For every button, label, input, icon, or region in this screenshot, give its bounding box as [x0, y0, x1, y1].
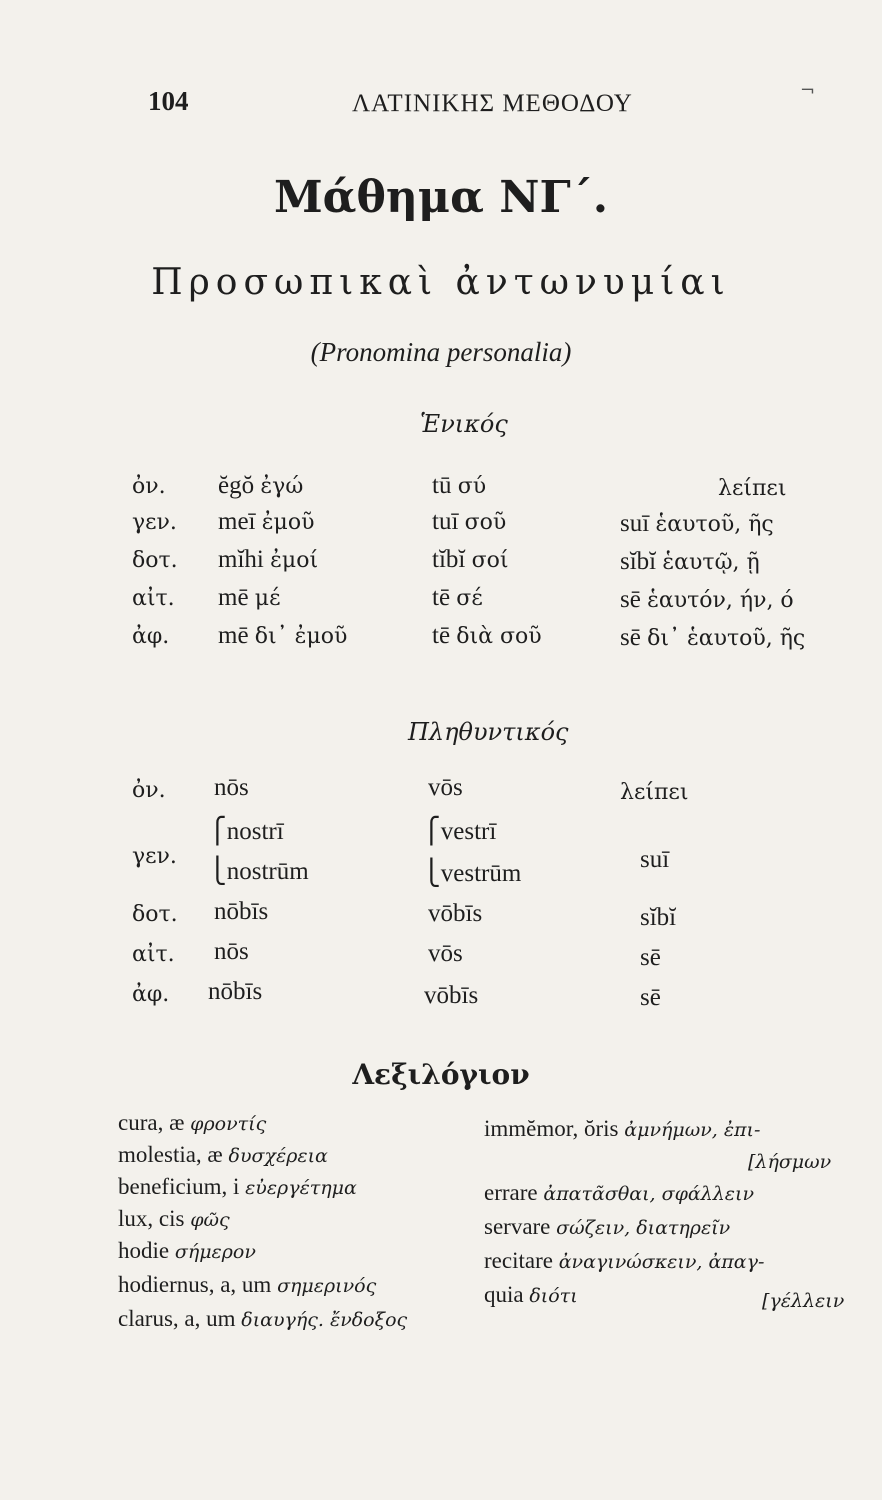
list-item: errare ἀπατᾶσθαι, σφάλλειν [484, 1180, 755, 1205]
list-item: cura, æ φροντίς [118, 1110, 267, 1135]
case-label: αἰτ. [132, 586, 175, 611]
plural-heading: Πληθυντικός [408, 718, 569, 746]
list-item: quia διότι [484, 1282, 578, 1307]
table-row [132, 622, 169, 650]
table-row [132, 842, 177, 870]
third-person-form: λείπει [620, 780, 689, 805]
list-item: molestia, æ δυσχέρεια [118, 1142, 328, 1167]
first-person-form: mĭhi ἐμοί [218, 546, 319, 573]
second-person-form: ⎧vestrī [422, 818, 497, 845]
case-label: δοτ. [132, 548, 178, 573]
second-person-form: vōs [428, 774, 463, 801]
case-label: ὀν. [132, 778, 166, 803]
latin-subtitle: (Pronomina personalia) [310, 337, 572, 367]
case-label: ἀφ. [132, 982, 170, 1007]
third-person-form: sē ἑαυτόν, ήν, ό [620, 586, 794, 613]
third-person-form: sē δι᾽ ἑαυτοῦ, ῆς [620, 624, 806, 651]
first-person-form: nōs [214, 938, 249, 965]
table-row [132, 508, 177, 536]
second-person-form: tū σύ [432, 472, 487, 499]
second-person-form: vōbīs [424, 982, 479, 1009]
page-number: 104 [148, 86, 189, 116]
list-item: clarus, a, um διαυγής. ἔνδοξος [118, 1306, 408, 1331]
list-item: hodie σήμερον [118, 1238, 256, 1263]
first-person-form: ⎩nostrūm [208, 858, 309, 885]
section-title: Προσωπικαὶ ἀντωνυμίαι [151, 262, 731, 303]
case-label: γεν. [132, 510, 177, 535]
table-row [132, 546, 178, 574]
list-item: [λήσμων [748, 1151, 832, 1173]
first-person-form: nōs [214, 774, 249, 801]
third-person-form: sĭbĭ [640, 904, 677, 931]
continuation-text: [γέλλειν [762, 1290, 845, 1312]
first-person-form: ĕgŏ ἐγώ [218, 472, 304, 499]
third-person-form: λείπει [718, 476, 787, 501]
case-label: γεν. [132, 844, 177, 869]
list-item: hodiernus, a, um σημερινός [118, 1272, 377, 1297]
third-person-form: sē [640, 984, 661, 1011]
third-person-form: sĭbĭ ἑαυτῷ, ῇ [620, 548, 760, 575]
table-row [132, 472, 166, 500]
third-person-form: sē [640, 944, 661, 971]
table-row [132, 900, 178, 928]
third-person-form: suī [640, 846, 670, 873]
table-row [132, 584, 175, 612]
lesson-title: Μάθημα ΝΓ΄. [273, 172, 609, 223]
first-person-form: nōbīs [208, 978, 263, 1005]
second-person-form: tē σέ [432, 584, 483, 611]
singular-heading: Ἑνικός [420, 410, 508, 438]
list-item: immĕmor, ŏris ἀμνήμων, ἐπι- [484, 1116, 761, 1141]
first-person-form: mē δι᾽ ἐμοῦ [218, 622, 348, 649]
corner-mark: ¬ [800, 80, 816, 101]
vocabulary-heading: Λεξιλόγιον [352, 1058, 530, 1091]
running-head: ΛΑΤΙΝΙΚΗΣ ΜΕΘΟΔΟΥ [352, 90, 633, 117]
list-item: recitare ἀναγινώσκειν, ἀπαγ- [484, 1248, 765, 1273]
list-item: beneficium, i εὐεργέτημα [118, 1174, 357, 1199]
first-person-form: mē μέ [218, 584, 281, 611]
first-person-form: nōbīs [214, 898, 269, 925]
third-person-form: suī ἑαυτοῦ, ῆς [620, 510, 774, 537]
second-person-form: tē διὰ σοῦ [432, 622, 542, 649]
second-person-form: vōbīs [428, 900, 483, 927]
list-item: lux, cis φῶς [118, 1206, 230, 1231]
first-person-form: meī ἐμοῦ [218, 508, 315, 535]
second-person-form: vōs [428, 940, 463, 967]
case-label: ὀν. [132, 474, 166, 499]
case-label: ἀφ. [132, 624, 170, 649]
second-person-form: tĭbĭ σοί [432, 546, 509, 573]
table-row [132, 776, 166, 804]
case-label: δοτ. [132, 902, 178, 927]
table-row [132, 940, 175, 968]
list-item: servare σώζειν, διατηρεῖν [484, 1214, 731, 1239]
second-person-form: ⎩vestrūm [422, 860, 522, 887]
table-row [132, 980, 169, 1008]
case-label: αἰτ. [132, 942, 175, 967]
second-person-form: tuī σοῦ [432, 508, 507, 535]
first-person-form: ⎧nostrī [208, 818, 284, 845]
